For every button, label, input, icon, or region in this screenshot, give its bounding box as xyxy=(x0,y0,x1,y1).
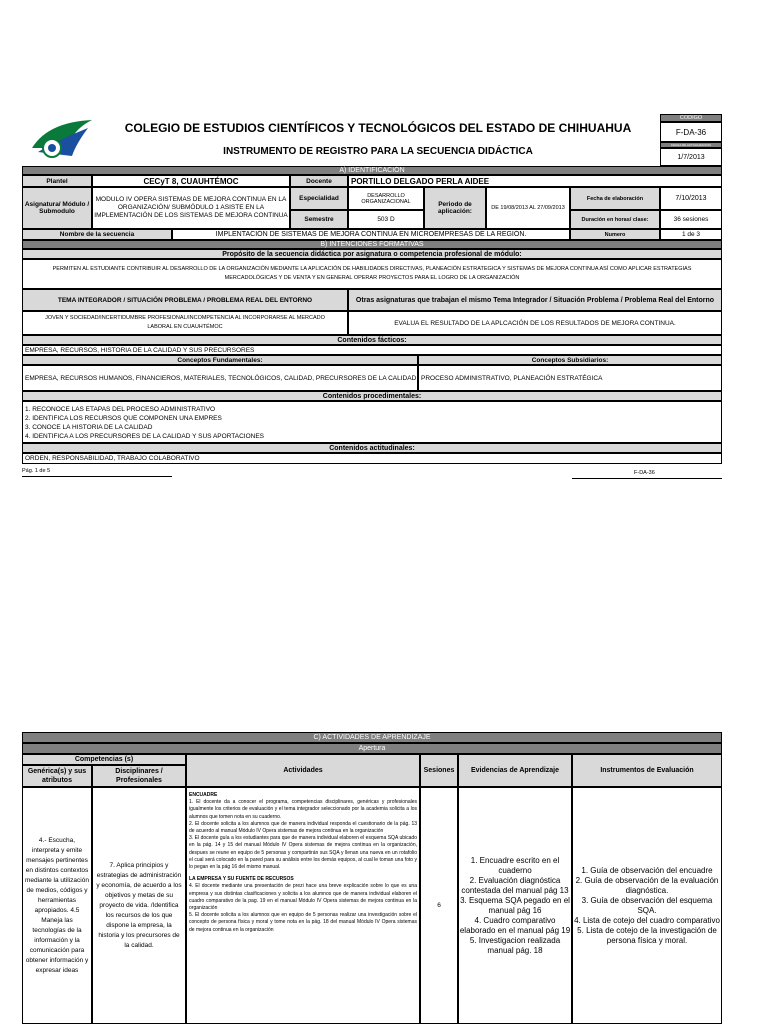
fecha-label: Fecha de elaboración xyxy=(570,187,660,210)
facticos-value: EMPRESA, RECURSOS, HISTORIA DE LA CALIDAD Y SUS PRECURSORES xyxy=(22,345,722,355)
instrumento-item: 3. Guía de observación del esquema SQA. xyxy=(581,895,713,915)
fundamentales-label: Conceptos Fundamentales: xyxy=(22,355,418,365)
section-b-header: B) INTENCIONES FORMATIVAS xyxy=(22,240,722,249)
actividades-body xyxy=(186,787,420,1024)
evidencia-item: 1. Encuadre escrito en el cuaderno xyxy=(470,855,560,875)
fecha-value: 7/10/2013 xyxy=(660,187,722,210)
footer-rule-left xyxy=(22,476,172,477)
docente-label: Docente xyxy=(290,175,348,187)
proc-item: 4. IDENTIFICA A LOS PRECURSORES DE LA CALIDAD Y SUS APORTACIONES xyxy=(25,433,265,440)
especialidad-label: Especialidad xyxy=(290,187,348,210)
date-value: 1/7/2013 xyxy=(660,148,722,166)
act-item: 4. El docente mediante una presentación de prezi hace una breve explicación sobre lo que es una empresa y sus distintas clasificaciones y solicita a los alumnos que de manera individual elaboren el cuadro comparativo de la pag. 19 en el manual Módulo IV Opera sistemas de mejora continua en la organización xyxy=(189,883,417,912)
logo xyxy=(28,118,96,160)
tema-label: TEMA INTEGRADOR / SITUACIÓN PROBLEMA / PROBLEMA REAL DEL ENTORNO xyxy=(22,289,348,311)
code-label: CODIGO xyxy=(660,114,722,122)
disciplinar-value: 7. Aplica principios y estrategias de administración y economía, de acuerdo a los objetivos y metas de su proyecto de vida. /Identifica los recursos de los que dispone la empresa, la historia y los precursores de la calidad. xyxy=(92,787,186,1024)
procedimentales-label: Contenidos procedimentales: xyxy=(22,391,722,401)
periodo-value: DE 19/08/2013 AL 27/09/2013 xyxy=(486,187,570,229)
fundamentales-value: EMPRESA, RECURSOS HUMANOS, FINANCIEROS, MATERIALES, TECNOLÓGICOS, CALIDAD, PRECURSORES DE LA CALIDAD xyxy=(22,365,418,391)
facticos-label: Contenidos fácticos: xyxy=(22,335,722,345)
periodo-label: Periodo de aplicación: xyxy=(424,187,486,229)
generica-value: 4.- Escucha, interpreta y emite mensajes pertinentes en distintos contextos mediante la utilización de medios, códigos y herramientas apropiados. 4.5 Maneja las tecnologías de la información y la comunicación para obtener información y expresar ideas xyxy=(22,787,92,1024)
otras-label: Otras asignaturas que trabajan el mismo Tema Integrador / Situación Problema / Problema Real del Entorno xyxy=(348,289,722,311)
act-item: 3. El docente guía a los estudiantes para que de manera individual elaboren el esquema SQA ubicado en la pág. 14 y 15 del manual Módulo IV Opera sistemas de mejora continua en la organización, despues se reune en equipo de 5 personas y compartirán sus SQA y llenan una nueva en un rotafolio el cual será colocado en la pared para su análisis entre los demás equipos, al cual le toman una foto y lo pegan en la pág 16 del mismo manual. xyxy=(189,835,417,871)
asignatura-label: Asignatura/ Módulo / Submodulo xyxy=(22,187,92,229)
evidencia-item: 3. Esquema SQA pegado en el manual pág 16 xyxy=(460,895,570,915)
proc-item: 1. RECONOCE LAS ETAPAS DEL PROCESO ADMINISTRATIVO xyxy=(25,406,216,413)
evidencia-item: 4. Cuadro comparativo elaborado en el manual pág 19 xyxy=(459,915,571,935)
instrumento-item: 2. Guía de observación de la evaluación diagnóstica. xyxy=(575,875,719,895)
asignatura-value: MODULO IV OPERA SISTEMAS DE MEJORA CONTINUA EN LA ORGANIZACIÓN/ SUBMÓDULO 1 ASISTE EN LA IMPLEMENTACIÓN DE LOS SISTEMAS DE MEJORA CONTINUA xyxy=(92,187,290,229)
act-heading: ENCUADRE xyxy=(189,792,218,798)
code-value: F-DA-36 xyxy=(660,122,722,142)
institution-title: COLEGIO DE ESTUDIOS CIENTÍFICOS Y TECNOLÓGICOS DEL ESTADO DE CHIHUAHUA xyxy=(124,121,632,135)
footer-rule-right xyxy=(572,478,722,479)
act-item: 2. El docente solicita a los alumnos que de manera individual responda el cuestionario de la pág. 13 de acuerdo al manual Módulo IV Opera sistemas de mejora continua en la organización xyxy=(189,820,417,835)
duracion-label: Duración en horas/ clase: xyxy=(570,210,660,229)
footer-code: F-DA-36 xyxy=(634,470,655,476)
col-sesiones: Sesiones xyxy=(420,754,458,787)
instrument-title: INSTRUMENTO DE REGISTRO PARA LA SECUENCIA DIDÁCTICA xyxy=(223,145,533,157)
col-instrumentos: Instrumentos de Evaluación xyxy=(572,754,722,787)
proc-item: 2. IDENTIFICA LOS RECURSOS QUE COMPONEN UNA EMPRES xyxy=(25,415,222,422)
evidencia-item: 5. Investigacion realizada manual pág. 18 xyxy=(469,935,561,955)
actitudinales-label: Contenidos actitudinales: xyxy=(22,443,722,453)
semestre-label: Semestre xyxy=(290,210,348,229)
date-label: FECHA DE ACTUALIZACION xyxy=(660,142,722,148)
otras-value: EVALUA EL RESULTADO DE LA APLCACIÓN DE LOS RESULTADOS DE MEJORA CONTINUA. xyxy=(348,311,722,335)
footer-page: Pág. 1 de 5 xyxy=(22,468,51,474)
nombre-value: IMPLENTACIÓN DE SISTEMAS DE MEJORA CONTINUA EN MICROEMPRESAS DE LA REGIÓN. xyxy=(172,229,570,240)
numero-value: 1 de 3 xyxy=(660,229,722,240)
plantel-value: CECyT 8, CUAUHTÉMOC xyxy=(92,175,290,187)
subsidiarios-value: PROCESO ADMINISTRATIVO, PLANEACIÓN ESTRATÉGICA xyxy=(418,365,722,391)
col-evidencias: Evidencias de Aprendizaje xyxy=(458,754,572,787)
section-c-header: C) ACTIVIDADES DE APRENDIZAJE xyxy=(22,732,722,743)
tema-value: JOVEN Y SOCIEDAD/INCERTIDUMBRE PROFESIONAL/INCOMPETENCIA AL INCORPORARSE AL MERCADO LABORAL EN CUAUHTÉMOC xyxy=(22,311,348,335)
proposito-label: Propósito de la secuencia didáctica por asignatura o competencia profesional de módulo: xyxy=(22,249,722,259)
instrumento-item: 4. Lista de cotejo del cuadro comparativo xyxy=(574,915,720,925)
procedimentales-list xyxy=(22,401,722,443)
apertura-header: Apertura xyxy=(22,743,722,754)
evidencia-item: 2. Evaluación diagnóstica contestada del manual pág 13 xyxy=(461,875,569,895)
plantel-label: Plantel xyxy=(22,175,92,187)
instrumento-item: 5. Lista de cotejo de la investigación de persona física y moral. xyxy=(577,925,717,945)
instrumentos-list xyxy=(572,787,722,1024)
proposito-value: PERMITEN AL ESTUDIANTE CONTRIBUIR AL DESARROLLO DE LA ORGANIZACIÓN MEDIANTE LA APLICACIÓN DE HABILIDADES DIRECTIVAS, PLANEACIÓN ESTRATEGICA Y SISTEMAS DE MEJORA CONTINUA ASÍ COMO APLICAR ESTRATEGIAS MERCADOLÓGICAS Y DE VENTA Y EN GENERAL OPERAR PROYECTOS PARA EL LOGRO DE LA ORGANIZACIÓN xyxy=(22,259,722,289)
duracion-value: 36 sesiones xyxy=(660,210,722,229)
act-heading: LA EMPRESA Y SU FUENTE DE RECURSOS xyxy=(189,876,294,883)
subsidiarios-label: Conceptos Subsidiarios: xyxy=(418,355,722,365)
col-actividades: Actividades xyxy=(186,754,420,787)
especialidad-value: DESARROLLO ORGANIZACIONAL xyxy=(348,187,424,210)
act-item: 5. El docente solicita a los alumnos que en equipo de 5 personas realizar una investigación sobre el concepto de persona física y moral y tome nota en la pág. 18 del manual Módulo IV Opera sistemas de mejora continua en la organización xyxy=(189,912,417,933)
section-a-header: A) IDENTIFICACIÓN xyxy=(22,166,722,175)
col-disciplinar: Disciplinares / Profesionales xyxy=(92,765,186,787)
proc-item: 3. CONOCE LA HISTORIA DE LA CALIDAD xyxy=(25,424,153,431)
act-item: 1. El docente da a conocer el programa, competencias disciplinares, genéricas y profesionales igualmente los criterios de evaluación y el tema integrador seleccionado por la academia solicita a los alumnos que tomen nota en su cuaderno. xyxy=(189,799,417,820)
semestre-value: 503 D xyxy=(348,210,424,229)
sesiones-value: 6 xyxy=(420,787,458,1024)
nombre-label: Nombre de la secuencia xyxy=(22,229,172,240)
docente-value: PORTILLO DELGADO PERLA AIDEE xyxy=(348,175,722,187)
evidencias-list xyxy=(458,787,572,1024)
competencias-label: Competencias (s) xyxy=(22,754,186,765)
col-generica: Genérica(s) y sus atributos xyxy=(22,765,92,787)
instrumento-item: 1. Guía de observación del encuadre xyxy=(581,865,713,875)
numero-label: Numero xyxy=(570,229,660,240)
actitudinales-value: ORDEN, RESPONSABILIDAD, TRABAJO COLABORATIVO xyxy=(22,453,722,464)
logo-icon xyxy=(28,118,96,160)
